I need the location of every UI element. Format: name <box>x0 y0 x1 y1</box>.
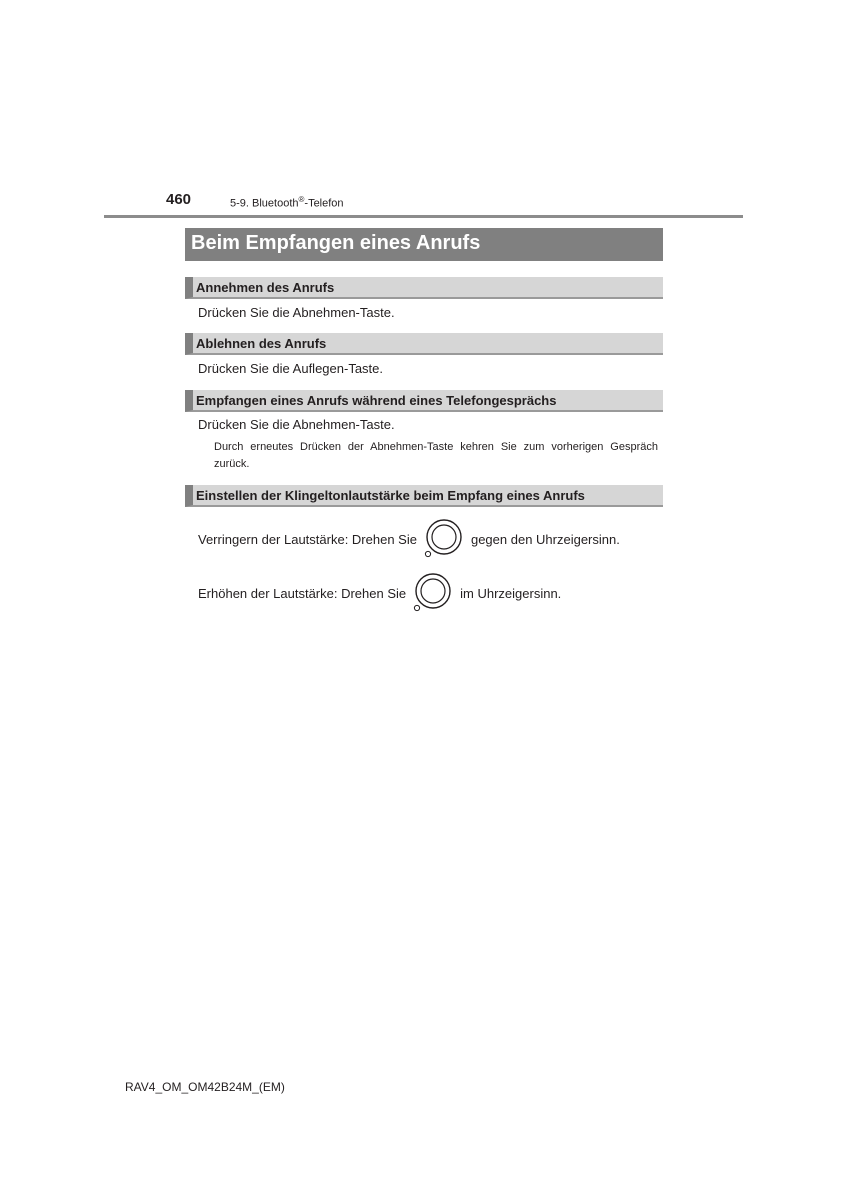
chapter-title <box>230 195 344 210</box>
answer-text: Drücken Sie die Abnehmen-Taste. <box>198 305 395 320</box>
chapter-prefix: 5-9. Bluetooth <box>230 197 299 210</box>
page-number: 460 <box>166 191 192 208</box>
header-rule <box>104 215 743 218</box>
call-waiting-text: Drücken Sie die Abnehmen-Taste. <box>198 417 395 432</box>
volume-knob-icon <box>412 572 452 615</box>
registered-mark: ® <box>298 195 305 204</box>
call-waiting-note: Durch erneutes Drücken der Abnehmen-Taste kehren Sie zum vorherigen Gespräch zurück. <box>214 441 658 470</box>
volume-increase-row <box>198 572 561 615</box>
volume-decrease-before: Verringern der Lautstärke: Drehen Sie <box>198 532 417 547</box>
subheading-reject: Ablehnen des Anrufs <box>185 333 663 355</box>
volume-increase-after: im Uhrzeigersinn. <box>460 586 562 601</box>
reject-text: Drücken Sie die Auflegen-Taste. <box>198 361 383 376</box>
subheading-ringtone-volume: Einstellen der Klingeltonlautstärke beim Empfang eines Anrufs <box>185 485 663 507</box>
footer-code: RAV4_OM_OM42B24M_(EM) <box>125 1080 285 1094</box>
volume-decrease-after: gegen den Uhrzeigersinn. <box>470 532 620 547</box>
volume-increase-before: Erhöhen der Lautstärke: Drehen Sie <box>198 586 407 601</box>
subheading-answer: Annehmen des Anrufs <box>185 277 663 299</box>
volume-knob-icon <box>423 518 463 561</box>
subheading-call-waiting: Empfangen eines Anrufs während eines Telefongesprächs <box>185 390 663 412</box>
volume-decrease-row <box>198 518 620 561</box>
chapter-suffix: -Telefon <box>304 197 344 210</box>
section-title: Beim Empfangen eines Anrufs <box>185 228 663 261</box>
